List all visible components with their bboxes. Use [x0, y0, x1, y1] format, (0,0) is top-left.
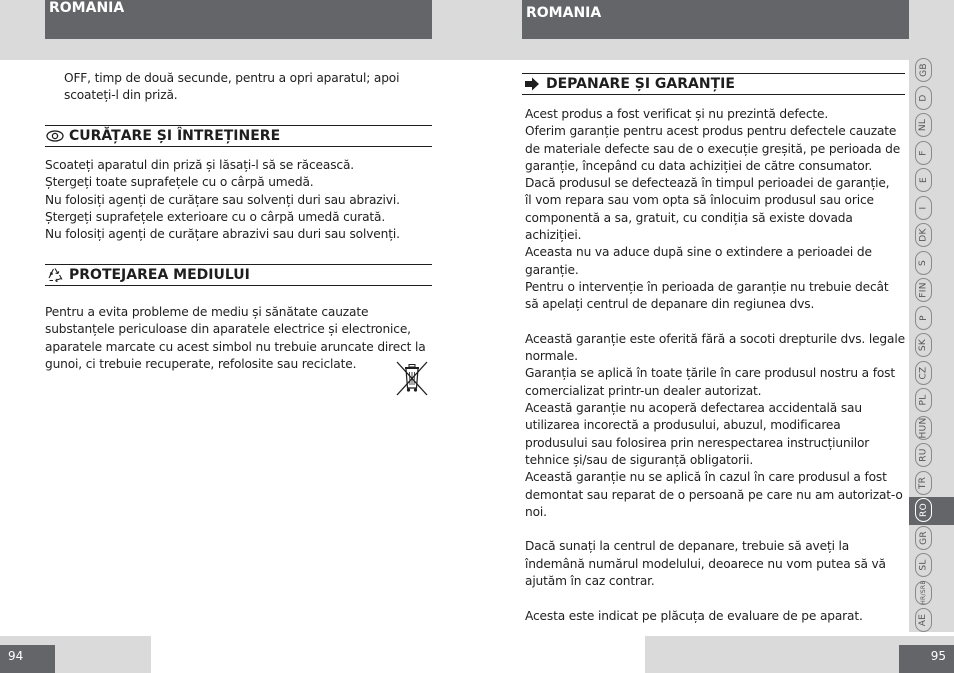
text-line: să apelați centrul de depanare din regiunea dvs. — [525, 297, 815, 312]
cleaning-heading — [45, 125, 432, 147]
language-tab-hr-srb[interactable] — [915, 581, 932, 605]
language-tab-label: S — [918, 259, 929, 266]
recycle-icon — [45, 267, 65, 283]
text-line: Acesta este indicat pe plăcuța de evaluare de pe aparat. — [525, 608, 863, 623]
language-tab-label: DK — [918, 228, 929, 242]
text-line: Scoateți aparatul din priză și lăsați-l să se răcească. — [45, 158, 354, 172]
text-line: Garanția se aplică în toate țările în care produsul nostru a fost — [525, 366, 895, 381]
language-tab-label: FIN — [918, 282, 929, 298]
language-tab-tr[interactable] — [915, 471, 932, 495]
left-page-number: 94 — [0, 645, 55, 673]
language-tab-pl[interactable] — [915, 388, 932, 412]
language-tab-cz[interactable] — [915, 361, 932, 385]
right-page-header: ROMANIA — [522, 0, 909, 39]
language-tab-ae[interactable] — [915, 608, 932, 632]
language-tab-f[interactable] — [915, 141, 932, 165]
language-tab-label: GR — [918, 530, 929, 545]
environment-heading — [45, 264, 432, 286]
text-line: Oferim garanție pentru acest produs pentru defectele cauzate — [525, 124, 897, 139]
language-tab-fin[interactable] — [915, 278, 932, 302]
service-text — [525, 106, 909, 625]
text-line: produsului sau folosirea prin nerespectarea instrucțiunilor — [525, 435, 870, 450]
text-line: Această garanție este oferită fără a socoti drepturile dvs. legale — [525, 331, 905, 346]
text-line: utilizarea incorectă a produsului, abuzul, modificarea — [525, 418, 841, 433]
text-line: Această garanție nu acoperă defectarea accidentală sau — [525, 401, 862, 416]
cleaning-text — [45, 157, 432, 243]
text-line: Ștergeți toate suprafețele cu o cârpă umedă. — [45, 175, 314, 190]
text-line: Nu folosiți agenți de curățare abrazivi sau duri sau solvenți. — [45, 227, 400, 242]
text-line: achiziției. — [525, 228, 582, 243]
language-tab-hun[interactable] — [915, 416, 932, 440]
language-tab-p[interactable] — [915, 306, 932, 330]
text-line: scoateți-l din priză. — [64, 88, 178, 103]
blank-line — [525, 521, 909, 538]
blank-line — [525, 314, 909, 331]
language-tab-ro[interactable] — [915, 498, 932, 522]
text-line: Dacă sunați la centrul de depanare, trebuie să aveți la — [525, 539, 850, 554]
language-tab-label: RO — [918, 503, 929, 517]
language-tab-label: NL — [918, 118, 929, 132]
language-tab-sk[interactable] — [915, 333, 932, 357]
text-line: garanție. — [525, 262, 579, 277]
eye-icon — [45, 130, 65, 142]
service-title: DEPANARE ȘI GARANȚIE — [546, 76, 735, 92]
environment-text — [45, 304, 432, 373]
language-tab-sl[interactable] — [915, 553, 932, 577]
language-tab-label: I — [918, 206, 929, 209]
text-line: Pentru o intervenție în perioada de garanție nu trebuie decât — [525, 279, 889, 294]
language-tab-label: D — [918, 93, 929, 102]
arrow-right-icon — [522, 77, 542, 91]
text-line: Ștergeți suprafețele exterioare cu o cârpă umedă curată. — [45, 209, 386, 224]
language-tab-nl[interactable] — [915, 113, 932, 137]
language-tab-label: P — [918, 314, 929, 321]
language-tab-label: F — [918, 149, 929, 156]
language-tab-label: SK — [918, 338, 929, 352]
text-line: tehnice și/sau de siguranță obligatorii. — [525, 452, 754, 467]
language-tab-label: TR — [918, 476, 929, 489]
text-line: de materiale defecte sau de o execuție greșită, pe perioada de — [525, 141, 901, 156]
text-line: ajutăm în caz contrar. — [525, 574, 655, 589]
language-tab-label: RU — [918, 448, 929, 462]
text-line: Pentru a evita probleme de mediu și sănătate cauzate — [45, 305, 369, 319]
language-tab-dk[interactable] — [915, 223, 932, 247]
text-line: comercializat printr-un dealer autorizat. — [525, 383, 762, 398]
language-tab-d[interactable] — [915, 86, 932, 110]
text-line: Aceasta nu va aduce după sine o extindere a perioadei de — [525, 245, 872, 260]
language-tab-label: SL — [918, 559, 929, 571]
language-tab-label: HUN — [918, 417, 929, 438]
language-tab-label: CZ — [918, 365, 929, 380]
text-line: substanțele periculoase din aparatele electrice și electronice, — [45, 322, 411, 337]
language-tab-gr[interactable] — [915, 526, 932, 550]
language-tab-label: PL — [918, 394, 929, 406]
text-line: Nu folosiți agenți de curățare sau solvenți duri sau abrazivi. — [45, 192, 400, 207]
text-line: Dacă produsul se defectează în timpul perioadei de garanție, — [525, 176, 890, 191]
environment-title: PROTEJAREA MEDIULUI — [69, 267, 250, 283]
language-tab-e[interactable] — [915, 168, 932, 192]
text-line: demontat sau reparat de o persoană pe care nu am autorizat-o — [525, 487, 903, 502]
text-line: garanție, începând cu data achiziției de către consumator. — [525, 158, 873, 173]
crossed-bin-icon — [394, 359, 430, 397]
left-page-header: ROMANIA — [45, 0, 432, 39]
text-line: îl vom repara sau vom opta să înlocuim produsul sau orice — [525, 193, 874, 208]
text-line: Acest produs a fost verificat și nu prezintă defecte. — [525, 107, 829, 121]
text-line: componentă a sa, gratuit, cu condiția să existe dovada — [525, 210, 853, 225]
language-tab-i[interactable] — [915, 196, 932, 220]
language-tab-label: GB — [918, 63, 929, 77]
text-line: OFF, timp de două secunde, pentru a opri aparatul; apoi — [64, 71, 400, 85]
text-line: gunoi, ci trebuie recuperate, refolosite sau reciclate. — [45, 356, 357, 371]
language-tab-label: E — [918, 177, 929, 183]
language-tab-s[interactable] — [915, 251, 932, 275]
text-line: îndemână numărul modelului, deoarece nu vom putea să vă — [525, 556, 886, 571]
text-line: aparatele marcate cu acest simbol nu trebuie aruncate direct la — [45, 339, 426, 354]
text-line: Această garanție nu se aplică în cazul în care produsul a fost — [525, 470, 887, 485]
right-page-number: 95 — [899, 645, 954, 673]
intro-text — [64, 70, 424, 105]
language-tab-label: HR/SRB — [920, 580, 928, 605]
language-tab-label: AE — [918, 613, 929, 627]
cleaning-title: CURĂȚARE ȘI ÎNTREȚINERE — [69, 128, 281, 144]
language-tab-gb[interactable] — [915, 58, 932, 82]
language-tab-ru[interactable] — [915, 443, 932, 467]
language-tabs — [909, 0, 954, 673]
blank-line — [525, 590, 909, 607]
text-line: noi. — [525, 504, 547, 519]
text-line: normale. — [525, 349, 578, 364]
service-heading — [522, 73, 905, 95]
